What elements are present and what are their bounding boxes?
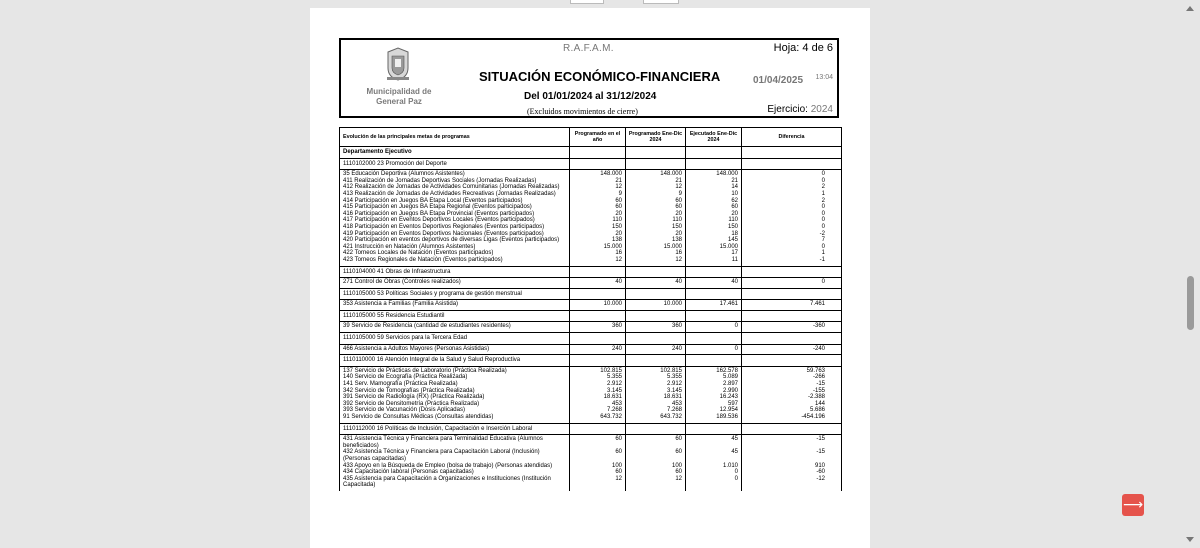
table-row (340, 231, 842, 238)
goal-value: 45 (686, 449, 742, 462)
table-row (340, 463, 842, 470)
pdf-icon[interactable]: ⟶ (1122, 494, 1144, 516)
program-name: 1110110000 16 Atención Integral de la Salud y Salud Reproductiva (340, 355, 570, 367)
goal-name: 417 Participación en Eventos Deportivos Locales (Eventos participados) (340, 217, 570, 224)
report-title: SITUACIÓN ECONÓMICO-FINANCIERA (479, 69, 721, 84)
program-row (340, 310, 842, 322)
table-row (340, 217, 842, 224)
goal-name: 412 Realización de Jornadas de Actividades Comunitarias (Jornadas Realizadas) (340, 184, 570, 191)
goal-value: 60 (626, 449, 686, 462)
goal-value: 0 (686, 469, 742, 476)
goal-value: 3.145 (570, 388, 626, 395)
goal-value: 59.763 (742, 366, 842, 374)
goal-value: 138 (626, 237, 686, 244)
goal-value: 18.631 (626, 394, 686, 401)
goal-value: 2.912 (626, 381, 686, 388)
toolbar-button-stub[interactable] (570, 0, 604, 4)
table-row (340, 344, 842, 355)
goal-value: 240 (626, 344, 686, 355)
program-row (340, 333, 842, 345)
goal-value: 5.355 (626, 374, 686, 381)
goal-value: 5.089 (686, 374, 742, 381)
scroll-up-icon[interactable] (1186, 6, 1194, 11)
goal-value: 20 (686, 211, 742, 218)
municipal-seal-icon (385, 46, 411, 82)
goal-value: 0 (742, 211, 842, 218)
goal-value: 12 (626, 184, 686, 191)
table-row (340, 237, 842, 244)
goal-value: 40 (626, 278, 686, 289)
goal-name: 140 Servicio de Ecografía (Práctica Realizada) (340, 374, 570, 381)
goal-name: 421 Instrucción en Natación (Alumnos Asistentes) (340, 244, 570, 251)
goal-name: 435 Asistencia para Capacitación a Organizaciones e Instituciones (Institución Capacitada) (340, 476, 570, 491)
program-name: 1110105000 59 Servicios para la Tercera Edad (340, 333, 570, 345)
goal-value: -454.196 (742, 414, 842, 423)
goal-value: 45 (686, 435, 742, 450)
goal-value: 10 (686, 191, 742, 198)
goal-name: 35 Educación Deportiva (Alumnos Asistentes) (340, 170, 570, 178)
goal-value: 162.578 (686, 366, 742, 374)
goal-value: 360 (626, 322, 686, 333)
report-time: 13:04 (815, 74, 833, 81)
goal-value: 7 (742, 237, 842, 244)
goal-value: 60 (570, 204, 626, 211)
goal-value: 910 (742, 463, 842, 470)
goal-value: 60 (570, 435, 626, 450)
goal-value: 9 (626, 191, 686, 198)
goal-value: 5.355 (570, 374, 626, 381)
goal-value: 20 (570, 231, 626, 238)
goal-name: 39 Servicio de Residencia (cantidad de estudiantes residentes) (340, 322, 570, 333)
goal-value: -1 (742, 257, 842, 266)
goal-value: 15.000 (626, 244, 686, 251)
department-name: Departamento Ejecutivo (340, 147, 570, 159)
goal-value: 21 (626, 178, 686, 185)
column-header: Ejecutado Ene-Dic 2024 (686, 128, 742, 147)
goal-value: 110 (686, 217, 742, 224)
table-row (340, 170, 842, 178)
goal-value: 0 (742, 244, 842, 251)
department-row (340, 147, 842, 159)
goal-value: 138 (570, 237, 626, 244)
table-row (340, 366, 842, 374)
goal-value: 7.268 (626, 407, 686, 414)
goal-value: 16 (626, 250, 686, 257)
goal-value: 12.954 (686, 407, 742, 414)
goal-value: 2 (742, 198, 842, 205)
table-row (340, 244, 842, 251)
goal-name: 419 Participación en Eventos Deportivos Nacionales (Eventos participados) (340, 231, 570, 238)
page-indicator: Hoja: 4 de 6 (773, 42, 833, 54)
fiscal-year: Ejercicio: 2024 (767, 104, 833, 115)
goal-name: 434 Capacitación laboral (Personas capacitadas) (340, 469, 570, 476)
exclusion-note: (Excluidos movimientos de cierre) (527, 107, 638, 116)
goal-value: 60 (686, 204, 742, 211)
table-row (340, 394, 842, 401)
goal-value: 2.990 (686, 388, 742, 395)
goal-value: 7.461 (742, 300, 842, 311)
goal-value: 12 (626, 476, 686, 491)
toolbar-button-stub[interactable] (643, 0, 679, 4)
goal-value: 20 (570, 211, 626, 218)
goal-value: 0 (686, 344, 742, 355)
goal-name: 393 Servicio de Vacunación (Dosis Aplicadas) (340, 407, 570, 414)
goal-value: 145 (686, 237, 742, 244)
goal-value: 12 (570, 476, 626, 491)
goal-value: 0 (742, 204, 842, 211)
goal-value: 0 (742, 178, 842, 185)
column-header: Diferencia (742, 128, 842, 147)
table-row (340, 407, 842, 414)
table-row (340, 198, 842, 205)
goal-value: 453 (570, 401, 626, 408)
program-row (340, 158, 842, 170)
goal-value: 0 (686, 476, 742, 491)
goal-value: 110 (570, 217, 626, 224)
goal-name: 391 Servicio de Radiología (RX) (Práctica Realizada) (340, 394, 570, 401)
goal-value: 17.461 (686, 300, 742, 311)
goal-value: 100 (570, 463, 626, 470)
table-row (340, 374, 842, 381)
column-header: Evolución de las principales metas de programas (340, 128, 570, 147)
goal-value: 240 (570, 344, 626, 355)
goal-value: 148.000 (570, 170, 626, 178)
program-name: 1110105000 55 Residencia Estudiantil (340, 310, 570, 322)
goal-name: 420 Participación en eventos deportivos de diversas Ligas (Eventos participados) (340, 237, 570, 244)
goal-value: 40 (570, 278, 626, 289)
goal-name: 353 Asistencia a Familias (Familia Asistida) (340, 300, 570, 311)
goal-name: 411 Realización de Jornadas Deportivas Sociales (Jornadas Realizadas) (340, 178, 570, 185)
table-row (340, 449, 842, 462)
goal-value: -240 (742, 344, 842, 355)
goal-name: 432 Asistencia Técnica y Financiera para Capacitación Laboral (Inclusión) (Personas capacitadas) (340, 449, 570, 462)
goal-value: 1 (742, 250, 842, 257)
goal-value: 60 (570, 198, 626, 205)
program-name: 1110104000 41 Obras de Infraestructura (340, 266, 570, 278)
goal-value: -155 (742, 388, 842, 395)
goal-name: 415 Participación en Juegos BA Etapa Regional (Eventos participados) (340, 204, 570, 211)
goal-value: 9 (570, 191, 626, 198)
goal-value: 102.815 (570, 366, 626, 374)
goal-name: 433 Apoyo en la Búsqueda de Empleo (bolsa de trabajo) (Personas atendidas) (340, 463, 570, 470)
goal-value: 2 (742, 184, 842, 191)
table-row (340, 191, 842, 198)
goal-value: 12 (570, 257, 626, 266)
goal-value: 10.000 (626, 300, 686, 311)
goal-value: 10.000 (570, 300, 626, 311)
goal-value: 0 (742, 278, 842, 289)
goal-value: 15.000 (686, 244, 742, 251)
pdf-page (310, 8, 870, 548)
table-row (340, 300, 842, 311)
goal-name: 392 Servicio de Densitometría (Práctica Realizada) (340, 401, 570, 408)
goal-name: 431 Asistencia Técnica y Financiera para Terminalidad Educativa (Alumnos beneficiados) (340, 435, 570, 450)
table-row (340, 204, 842, 211)
goal-value: 12 (570, 184, 626, 191)
table-row (340, 414, 842, 423)
system-name: R.A.F.A.M. (563, 43, 614, 54)
goal-value: -15 (742, 435, 842, 450)
table-row (340, 250, 842, 257)
goal-value: 17 (686, 250, 742, 257)
program-row (340, 288, 842, 300)
table-row (340, 184, 842, 191)
program-row (340, 266, 842, 278)
program-row (340, 355, 842, 367)
table-row (340, 322, 842, 333)
goal-value: 0 (742, 224, 842, 231)
goal-name: 91 Servicio de Consultas Médicas (Consultas atendidas) (340, 414, 570, 423)
goal-value: 18 (686, 231, 742, 238)
goal-name: 422 Torneos Locales de Natación (Eventos participados) (340, 250, 570, 257)
goal-value: 189.536 (686, 414, 742, 423)
report-date: 01/04/2025 (753, 75, 804, 86)
goal-value: 148.000 (686, 170, 742, 178)
goal-value: -2 (742, 231, 842, 238)
table-row (340, 178, 842, 185)
goal-value: 643.732 (626, 414, 686, 423)
goal-name: 418 Participación en Eventos Deportivos Regionales (Eventos participados) (340, 224, 570, 231)
table-row (340, 469, 842, 476)
goal-name: 137 Servicio de Prácticas de Laboratorio (Práctica Realizada) (340, 366, 570, 374)
goal-name: 416 Participación en Juegos BA Etapa Provincial (Eventos participados) (340, 211, 570, 218)
goal-value: 110 (626, 217, 686, 224)
goal-value: 16 (570, 250, 626, 257)
goal-name: 414 Participación en Juegos BA Etapa Local (Eventos participados) (340, 198, 570, 205)
goal-value: -15 (742, 381, 842, 388)
goal-value: 7.268 (570, 407, 626, 414)
goal-value: 60 (570, 469, 626, 476)
goal-value: -360 (742, 322, 842, 333)
goal-value: 150 (626, 224, 686, 231)
goal-name: 466 Asistencia a Adultos Mayores (Personas Asistidas) (340, 344, 570, 355)
goal-name: 423 Torneos Regionales de Natación (Eventos participados) (340, 257, 570, 266)
vertical-scrollbar-thumb[interactable] (1187, 276, 1194, 330)
goal-value: 20 (626, 211, 686, 218)
goal-value: 150 (686, 224, 742, 231)
program-row (340, 423, 842, 435)
goal-name: 413 Realización de Jornadas de Actividades Recreativas (Jornadas Realizadas) (340, 191, 570, 198)
program-name: 1110105000 53 Políticas Sociales y programa de gestión menstrual (340, 288, 570, 300)
goal-value: 102.815 (626, 366, 686, 374)
column-header: Programado Ene-Dic 2024 (626, 128, 686, 147)
table-row (340, 381, 842, 388)
goal-value: 360 (570, 322, 626, 333)
goal-value: -15 (742, 449, 842, 462)
table-row (340, 278, 842, 289)
goal-value: 12 (626, 257, 686, 266)
goal-value: 0 (742, 170, 842, 178)
goal-value: 14 (686, 184, 742, 191)
goal-value: 21 (570, 178, 626, 185)
goal-value: -2.388 (742, 394, 842, 401)
goal-value: 60 (626, 469, 686, 476)
municipality-name: Municipalidad de General Paz (366, 87, 432, 106)
goal-value: 21 (686, 178, 742, 185)
table-row (340, 388, 842, 395)
goal-value: 11 (686, 257, 742, 266)
goal-value: 643.732 (570, 414, 626, 423)
program-name: 1110102000 23 Promoción del Deporte (340, 158, 570, 170)
table-row (340, 435, 842, 450)
goal-value: 453 (626, 401, 686, 408)
goal-value: 20 (626, 231, 686, 238)
goal-name: 141 Serv. Mamografía (Práctica Realizada) (340, 381, 570, 388)
goal-value: 15.000 (570, 244, 626, 251)
goal-name: 271 Control de Obras (Controles realizados) (340, 278, 570, 289)
goal-value: -60 (742, 469, 842, 476)
table-header-row (340, 128, 842, 147)
goal-value: 2.897 (686, 381, 742, 388)
goal-value: 0 (742, 217, 842, 224)
scroll-down-icon[interactable] (1186, 537, 1194, 542)
goal-value: 100 (626, 463, 686, 470)
goal-value: 1 (742, 191, 842, 198)
program-goals-table (339, 127, 842, 491)
goal-value: 60 (626, 204, 686, 211)
goal-value: 60 (626, 198, 686, 205)
table-row (340, 211, 842, 218)
goal-value: 150 (570, 224, 626, 231)
goal-value: 60 (626, 435, 686, 450)
table-row (340, 401, 842, 408)
goal-value: 18.631 (570, 394, 626, 401)
goal-value: 148.000 (626, 170, 686, 178)
column-header: Programado en el año (570, 128, 626, 147)
goal-name: 342 Servicio de Tomografías (Práctica Realizada) (340, 388, 570, 395)
goal-value: 0 (686, 322, 742, 333)
goal-value: 1.010 (686, 463, 742, 470)
table-row (340, 476, 842, 491)
program-name: 1110112000 16 Políticas de Inclusión, Capacitación e Inserción Laboral (340, 423, 570, 435)
table-row (340, 257, 842, 266)
goal-value: -12 (742, 476, 842, 491)
goal-value: 3.145 (626, 388, 686, 395)
goal-value: -266 (742, 374, 842, 381)
goal-value: 5.686 (742, 407, 842, 414)
table-row (340, 224, 842, 231)
goal-value: 144 (742, 401, 842, 408)
report-header (339, 38, 839, 118)
goal-value: 62 (686, 198, 742, 205)
report-period: Del 01/01/2024 al 31/12/2024 (524, 91, 657, 102)
goal-value: 597 (686, 401, 742, 408)
goal-value: 60 (570, 449, 626, 462)
goal-value: 16.243 (686, 394, 742, 401)
goal-value: 2.912 (570, 381, 626, 388)
goal-value: 40 (686, 278, 742, 289)
